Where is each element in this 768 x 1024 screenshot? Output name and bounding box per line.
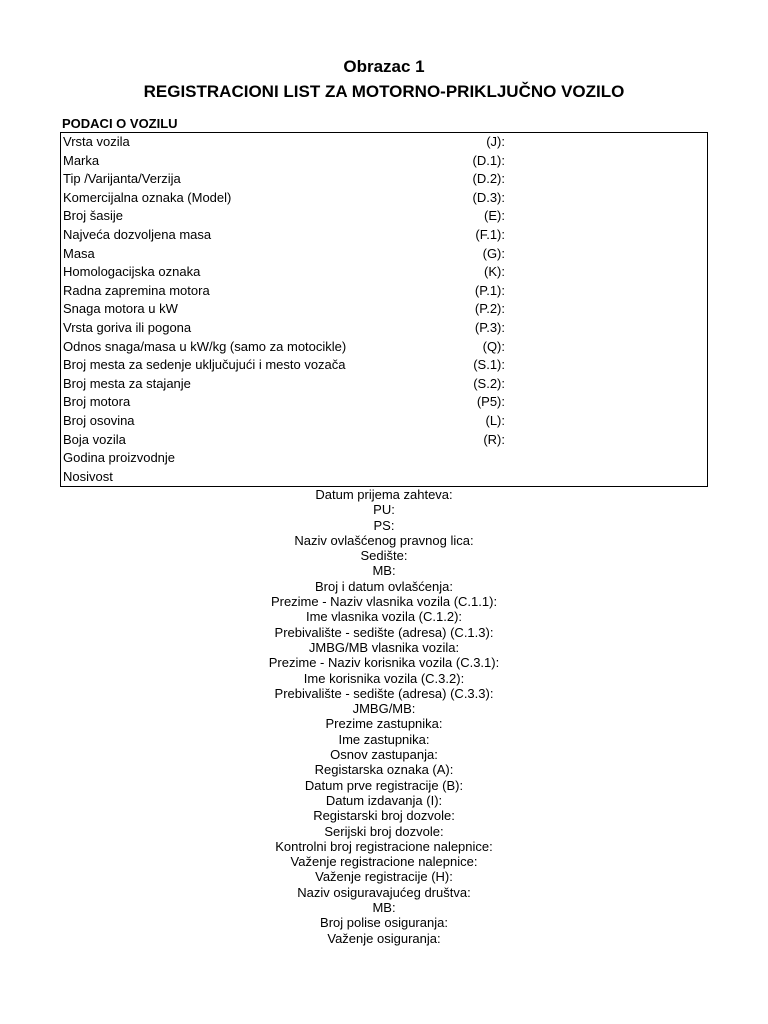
vehicle-row-code: (S.1): — [473, 357, 505, 373]
field-label: MB: — [372, 900, 396, 916]
vehicle-row-code: (K): — [484, 264, 505, 280]
vehicle-row-code: (P.2): — [474, 301, 505, 317]
field-label: Datum prve registracije (B): — [304, 777, 464, 793]
field-label: Serijski broj dozvole: — [324, 823, 444, 839]
document-header — [0, 56, 768, 103]
vehicle-row-label: Broj mesta za sedenje uključujući i mesto vozača — [63, 357, 346, 373]
vehicle-row-label: Homologacijska oznaka — [63, 264, 201, 280]
field-label: PS: — [373, 517, 395, 533]
vehicle-row-label: Vrsta vozila — [63, 134, 130, 149]
vehicle-row-code: (R): — [483, 431, 505, 447]
vehicle-row — [61, 412, 707, 431]
vehicle-row — [61, 449, 707, 468]
field-label: PU: — [373, 502, 395, 518]
field-label: Registarski broj dozvole: — [313, 808, 455, 824]
vehicle-row-code: (P5): — [476, 394, 505, 410]
field-label: Prebivalište - sedište (adresa) (C.1.3): — [274, 624, 494, 640]
field-label: Važenje registracione nalepnice: — [290, 854, 478, 870]
vehicle-row — [61, 356, 707, 375]
field-label: Naziv ovlašćenog pravnog lica: — [294, 532, 474, 548]
field-label: Datum izdavanja (I): — [325, 792, 443, 808]
vehicle-row-label: Radna zapremina motora — [63, 282, 210, 298]
field-label: Osnov zastupanja: — [330, 747, 438, 763]
vehicle-row — [61, 226, 707, 245]
vehicle-row — [61, 263, 707, 282]
form-title: REGISTRACIONI LIST ZA MOTORNO-PRIKLJUČNO VOZILO — [143, 82, 625, 101]
vehicle-row-code: (P.3): — [474, 319, 505, 335]
vehicle-row — [61, 207, 707, 226]
vehicle-row — [61, 189, 707, 208]
vehicle-row-label: Nosivost — [63, 468, 113, 484]
vehicle-row-label: Boja vozila — [63, 431, 126, 447]
vehicle-row-label: Tip /Varijanta/Verzija — [63, 171, 181, 187]
field-label: Važenje registracije (H): — [315, 869, 453, 885]
vehicle-row — [61, 152, 707, 171]
vehicle-row — [61, 319, 707, 338]
vehicle-row-code: (D.3): — [472, 189, 505, 205]
vehicle-row — [61, 300, 707, 319]
field-label: Prezime - Naziv korisnika vozila (C.3.1): — [268, 655, 500, 671]
vehicle-row — [61, 282, 707, 301]
vehicle-row-code: (D.1): — [472, 152, 505, 168]
field-label: MB: — [372, 563, 396, 579]
vehicle-row — [61, 468, 707, 487]
vehicle-row-label: Broj šasije — [63, 208, 123, 224]
vehicle-row — [61, 133, 707, 152]
vehicle-row-code: (S.2): — [473, 375, 505, 391]
vehicle-row — [61, 245, 707, 264]
field-label: Prezime zastupnika: — [325, 716, 443, 732]
field-label: JMBG/MB: — [352, 701, 416, 717]
field-label: Kontrolni broj registracione nalepnice: — [275, 838, 493, 854]
vehicle-row-code: (D.2): — [472, 171, 505, 187]
vehicle-row-label: Broj mesta za stajanje — [63, 375, 191, 391]
vehicle-row-code: (F.1): — [475, 226, 505, 242]
field-label: Prebivalište - sedište (adresa) (C.3.3): — [274, 685, 494, 701]
field-label: JMBG/MB vlasnika vozila: — [308, 639, 460, 655]
field-label: Broj polise osiguranja: — [320, 915, 448, 931]
vehicle-row-code: (L): — [485, 412, 505, 428]
field-label: Datum prijema zahteva: — [315, 487, 453, 502]
vehicle-row — [61, 170, 707, 189]
vehicle-row-label: Masa — [63, 245, 95, 261]
vehicle-row-label: Broj osovina — [63, 412, 135, 428]
field-label: Važenje osiguranja: — [327, 930, 441, 946]
vehicle-row-code: (E): — [484, 208, 505, 224]
field-label: Sedište: — [360, 548, 408, 564]
vehicle-row — [61, 375, 707, 394]
field-label: Registarska oznaka (A): — [314, 762, 454, 778]
vehicle-row-label: Odnos snaga/masa u kW/kg (samo za motocikle) — [63, 338, 347, 354]
field-label: Ime zastupnika: — [338, 731, 430, 747]
vehicle-row-code: (P.1): — [474, 282, 505, 298]
vehicle-section-heading: PODACI O VOZILU — [62, 116, 178, 131]
form-number: Obrazac 1 — [343, 57, 425, 76]
vehicle-row-label: Vrsta goriva ili pogona — [63, 319, 192, 335]
vehicle-row-label: Broj motora — [63, 394, 131, 410]
vehicle-data-table — [60, 132, 708, 487]
vehicle-row — [61, 431, 707, 450]
registration-fields-list — [0, 487, 768, 946]
vehicle-row-code: (J): — [486, 134, 505, 149]
vehicle-row-label: Komercijalna oznaka (Model) — [63, 189, 232, 205]
vehicle-row-label: Marka — [63, 152, 100, 168]
vehicle-row-code: (Q): — [482, 338, 505, 354]
vehicle-row-label: Godina proizvodnje — [63, 450, 176, 466]
vehicle-row — [61, 338, 707, 357]
field-label: Ime vlasnika vozila (C.1.2): — [305, 609, 463, 625]
field-label: Ime korisnika vozila (C.3.2): — [303, 670, 465, 686]
field-label: Prezime - Naziv vlasnika vozila (C.1.1): — [270, 594, 498, 610]
vehicle-row-label: Najveća dozvoljena masa — [63, 226, 212, 242]
field-label: Naziv osiguravajućeg društva: — [297, 884, 471, 900]
field-label: Broj i datum ovlašćenja: — [314, 578, 453, 594]
vehicle-row — [61, 393, 707, 412]
vehicle-row-code: (G): — [482, 245, 505, 261]
vehicle-row-label: Snaga motora u kW — [63, 301, 178, 317]
